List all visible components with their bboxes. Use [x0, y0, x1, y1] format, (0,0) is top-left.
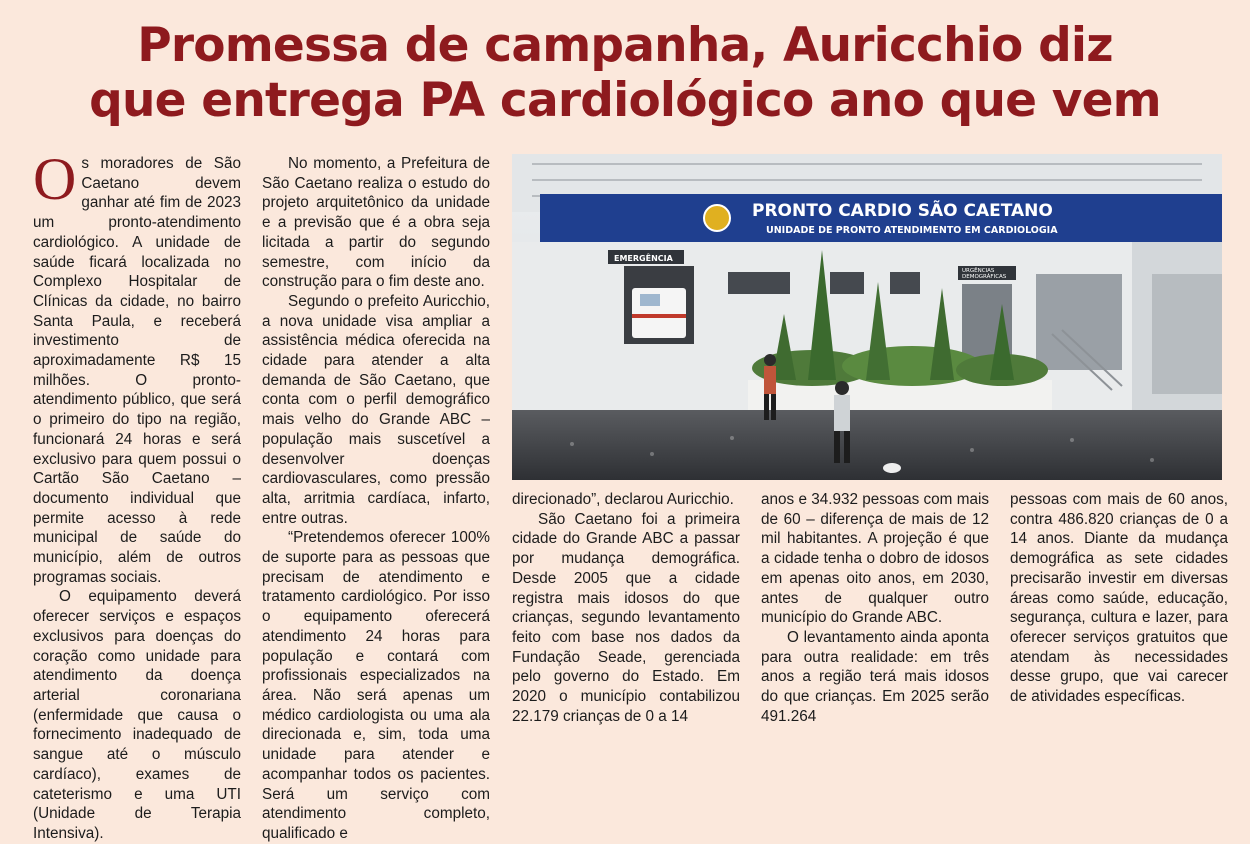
article-column-5 — [1010, 490, 1228, 707]
ambulance-window — [640, 294, 660, 306]
article-column-3 — [512, 490, 740, 726]
window — [830, 272, 864, 294]
sidewalk — [512, 410, 1222, 480]
headline-line-1: Promessa de campanha, Auricchio diz — [137, 18, 1113, 73]
crest-icon — [704, 205, 730, 231]
drop-cap: O — [33, 146, 77, 212]
right-wing-panel — [1152, 274, 1222, 394]
headline-line-2: que entrega PA cardiológico ano que vem — [89, 73, 1161, 128]
article-paragraph: direcionado”, declarou Auricchio. — [512, 491, 734, 508]
article-column-2 — [262, 154, 490, 842]
article-paragraph: No momento, a Prefeitura de São Caetano realiza o estudo do projeto arquitetônico da unidade e a previsão que é a obra seja licitada a partir do segundo semestre, com início da construção para o fim deste ano. — [262, 155, 490, 291]
window — [890, 272, 920, 294]
window — [728, 272, 790, 294]
article-paragraph: pessoas com mais de 60 anos, contra 486.820 crianças de 0 a 14 anos. Diante da mudança demográfica as sete cidades precisarão investir em diversas áreas como saúde, educação, segurança, cultura e lazer, para oferecer serviços gratuitos que atendam às necessidades desse grupo, que vai carecer de atividades específicas. — [1010, 491, 1228, 706]
article-paragraph: São Caetano foi a primeira cidade do Grande ABC a passar por mudança demográfica. Desde 2005 que a cidade registra mais idosos do que crianças, segundo levantamento feito com base nos dados da Fundação Seade, gerenciada pelo governo do Estado. Em 2020 o município contabilizou 22.179 crianças de 0 a 14 — [512, 510, 740, 725]
building-photo-illustration — [512, 154, 1222, 480]
article-paragraph: O equipamento deverá oferecer serviços e espaços exclusivos para doenças do coração como unidade para atendimento da doença arterial coronariana (enfermidade que causa o fornecimento inadequado de sangue até o músculo cardíaco), exames de cateterismo e uma UTI (Unidade de Terapia Intensiva). — [33, 588, 241, 842]
article-column-1 — [33, 146, 241, 842]
sign-subtitle: UNIDADE DE PRONTO ATENDIMENTO EM CARDIOLOGIA — [766, 225, 1058, 236]
headline — [18, 18, 1232, 128]
emergency-label: EMERGÊNCIA — [614, 254, 673, 263]
sign-title: PRONTO CARDIO SÃO CAETANO — [752, 201, 1053, 221]
article-paragraph: anos e 34.932 pessoas com mais de 60 – diferença de mais de 12 mil habitantes. A projeção é que a cidade tenha o dobro de idosos em apenas oito anos, em 2030, antes de qualquer outro município do Grande ABC. — [761, 491, 989, 627]
entrance-label-1: URGÊNCIAS — [962, 268, 995, 274]
article-photo — [512, 154, 1222, 480]
article-paragraph: Segundo o prefeito Auricchio, a nova unidade visa ampliar a assistência médica oferecida na cidade para atender a alta demanda de São Caetano, que conta com o perfil demográfico mais velho do Grande ABC – população mais suscetível a desenvolver doenças cardiovasculares, como pressão alta, arritmia cardíaca, infarto, entre outras. — [262, 292, 490, 527]
entrance-label-2: DEMOGRÁFICAS — [962, 274, 1007, 280]
article-paragraph: “Pretendemos oferecer 100% de suporte para as pessoas que precisam de atendimento e tratamento cardiológico. Por isso o equipamento oferecerá atendimento 24 horas para população e contará com profissionais especializados na área. Não será apenas um médico cardiologista ou uma ala direcionada e, sim, toda uma unidade para atender e acompanhar todos os pacientes. Será um serviço com atendimento completo, qualificado e — [262, 529, 490, 842]
ambulance-stripe — [632, 314, 686, 318]
article-paragraph — [33, 146, 241, 587]
article-paragraph: O levantamento ainda aponta para outra realidade: em três anos a região terá mais idosos do que crianças. Em 2025 serão 491.264 — [761, 628, 989, 725]
glass-entrance — [1036, 274, 1122, 370]
paragraph-text: s moradores de São Caetano devem ganhar até fim de 2023 um pronto-atendimento cardiológico. A unidade de saúde ficará localizada no Complexo Hospitalar de Clínicas da cidade, no bairro Santa Paula, e receberá investimento de aproximadamente R$ 15 milhões. O pronto-atendimento público, que será o primeiro do tipo na região, funcionará 24 horas e será exclusivo para quem possui o Cartão São Caetano – documento individual que permite acesso à rede municipal de saúde do município, além de outros programas sociais. — [33, 155, 241, 586]
article-column-4 — [761, 490, 989, 726]
dog — [883, 463, 901, 473]
